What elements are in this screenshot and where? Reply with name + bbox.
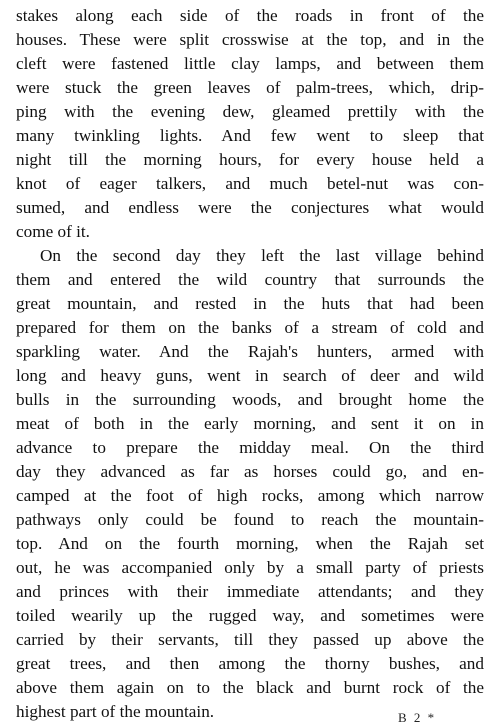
text-line: houses. These were split crosswise at the top, and in the — [16, 30, 484, 49]
text-line: carried by their servants, till they passed up above the — [16, 630, 484, 649]
text-line: were stuck the green leaves of palm-trees, which, drip- — [16, 78, 484, 97]
text-line: day they advanced as far as horses could go, and en- — [16, 462, 484, 481]
text-line: come of it. — [16, 222, 90, 241]
text-line: great mountain, and rested in the huts that had been — [16, 294, 484, 313]
text-line: prepared for them on the banks of a stream of cold and — [16, 318, 484, 337]
text-line: top. And on the fourth morning, when the Rajah set — [16, 534, 484, 553]
text-line: highest part of the mountain. — [16, 702, 215, 721]
text-line: knot of eager talkers, and much betel-nut was con- — [16, 174, 484, 193]
text-line: stakes along each side of the roads in front of the — [16, 6, 484, 25]
text-line: night till the morning hours, for every house held a — [16, 150, 484, 169]
signature-mark: B 2 * — [398, 712, 437, 724]
text-line: long and heavy guns, went in search of deer and wild — [16, 366, 484, 385]
text-line: On the second day they left the last village behind — [40, 246, 484, 265]
text-line: meat of both in the early morning, and sent it on in — [16, 414, 484, 433]
text-line: above them again on to the black and burnt rock of the — [16, 678, 484, 697]
text-line: many twinkling lights. And few went to sleep that — [16, 126, 484, 145]
text-line: bulls in the surrounding woods, and brought home the — [16, 390, 484, 409]
text-line: sparkling water. And the Rajah's hunters, armed with — [16, 342, 484, 361]
text-line: out, he was accompanied only by a small party of priests — [16, 558, 484, 577]
text-line: pathways only could be found to reach the mountain- — [16, 510, 484, 529]
text-line: and princes with their immediate attendants; and they — [16, 582, 484, 601]
text-line: camped at the foot of high rocks, among which narrow — [16, 486, 484, 505]
text-line: cleft were fastened little clay lamps, and between them — [16, 54, 484, 73]
text-line: toiled wearily up the rugged way, and sometimes were — [16, 606, 484, 625]
text-line: ping with the evening dew, gleamed prettily with the — [16, 102, 484, 121]
text-line: advance to prepare the midday meal. On the third — [16, 438, 484, 457]
text-line: great trees, and then among the thorny bushes, and — [16, 654, 484, 673]
text-line: them and entered the wild country that surrounds the — [16, 270, 484, 289]
text-line: sumed, and endless were the conjectures what would — [16, 198, 484, 217]
